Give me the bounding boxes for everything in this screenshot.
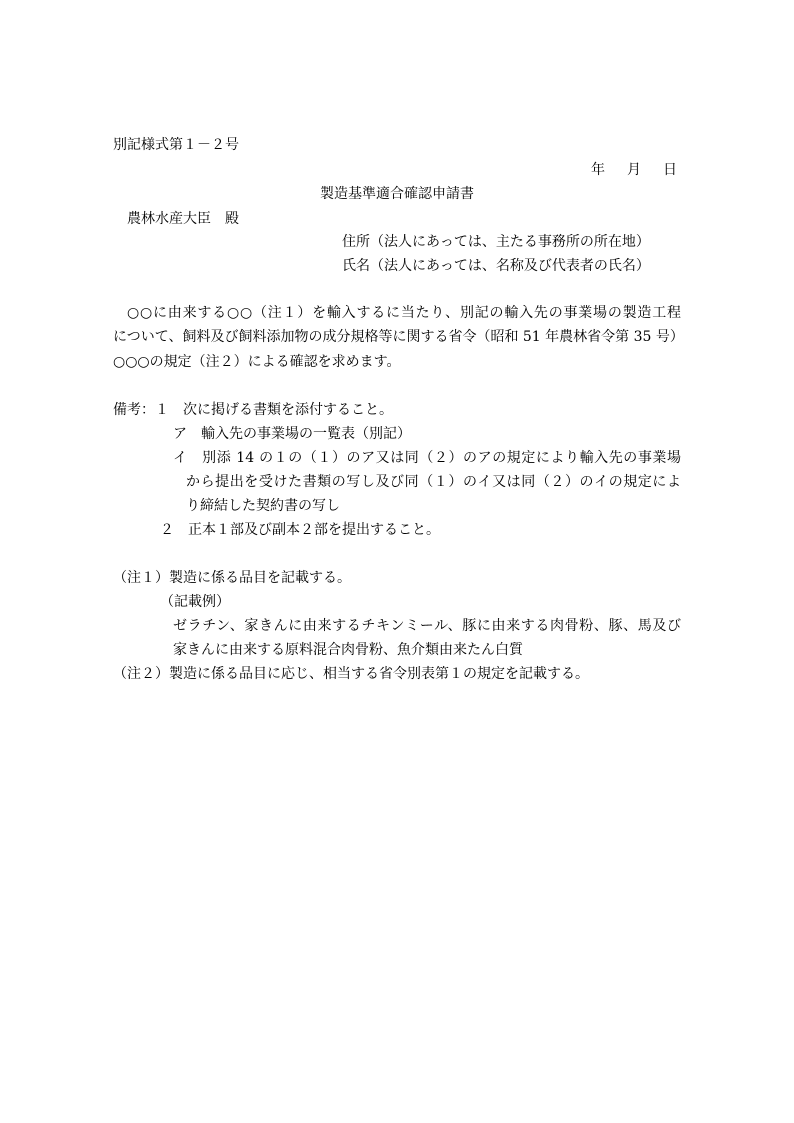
remarks-item-a: ア 輸入先の事業場の一覧表（別記） (173, 426, 411, 442)
date-line: 年 月 日 (591, 162, 681, 178)
example-label: （記載例） (160, 594, 230, 610)
body-text-line-3: ○○○の規定（注２）による確認を求めます。 (113, 354, 401, 370)
example-line-1: ゼラチン、家きんに由来するチキンミール、豚に由来する肉骨粉、豚、馬及び (173, 618, 681, 634)
remarks-heading: 備考：１ 次に掲げる書類を添付すること。 (113, 402, 393, 418)
body-text-line-2: について、飼料及び飼料添加物の成分規格等に関する省令（昭和 51 年農林省令第 35 号） (113, 329, 684, 345)
remarks-item-i-line-2: から提出を受けた書類の写し及び同（１）のイ又は同（２）のイの規定によ (186, 474, 681, 490)
note-1: （注１）製造に係る品目を記載する。 (113, 570, 351, 586)
applicant-name-label: 氏名（法人にあっては、名称及び代表者の氏名） (342, 258, 650, 274)
body-text-line-1: ○○に由来する○○（注１）を輸入するに当たり、別記の輸入先の事業場の製造工程 (127, 305, 681, 321)
remarks-item-i-line-3: り締結した契約書の写し (186, 498, 340, 514)
applicant-address-label: 住所（法人にあっては、主たる事務所の所在地） (342, 234, 650, 250)
addressee: 農林水産大臣 殿 (127, 211, 239, 227)
document-title: 製造基準適合確認申請書 (320, 186, 474, 202)
form-number: 別記様式第１－２号 (113, 137, 239, 153)
remarks-item-2: ２ 正本１部及び副本２部を提出すること。 (160, 522, 440, 538)
example-line-2: 家きんに由来する原料混合肉骨粉、魚介類由来たん白質 (173, 642, 523, 658)
remarks-item-i-line-1: イ 別添 14 の１の（１）のア又は同（２）のアの規定により輸入先の事業場 (173, 450, 681, 466)
note-2: （注２）製造に係る品目に応じ、相当する省令別表第１の規定を記載する。 (113, 666, 589, 682)
